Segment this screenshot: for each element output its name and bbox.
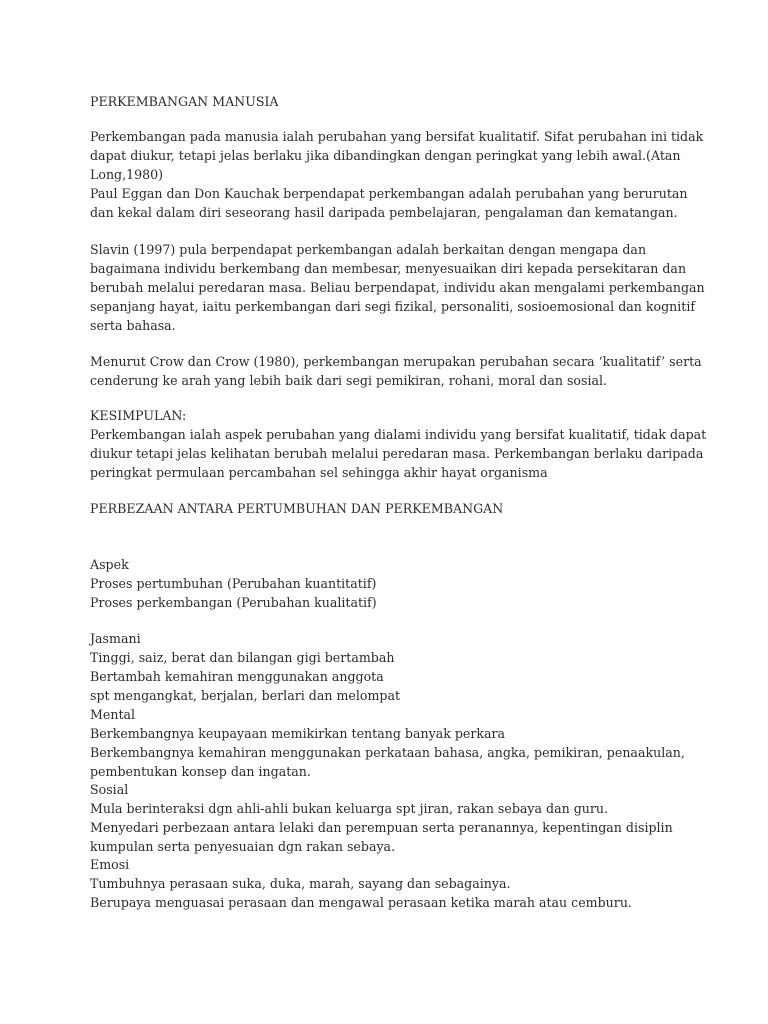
list-line: Tinggi, saiz, berat dan bilangan gigi bertambah bbox=[90, 650, 395, 665]
paragraph-line: cenderung ke arah yang lebih baik dari segi pemikiran, rohani, moral dan sosial. bbox=[90, 373, 608, 388]
list-line: Berkembangnya kemahiran menggunakan perkataan bahasa, angka, pemikiran, penaakulan, bbox=[90, 745, 685, 760]
paragraph-line: Paul Eggan dan Don Kauchak berpendapat perkembangan adalah perubahan yang berurutan bbox=[90, 186, 688, 201]
list-line: Tumbuhnya perasaan suka, duka, marah, sayang dan sebagainya. bbox=[90, 876, 511, 891]
list-line: Berupaya menguasai perasaan dan mengawal perasaan ketika marah atau cemburu. bbox=[90, 895, 632, 910]
list-line: Berkembangnya keupayaan memikirkan tentang banyak perkara bbox=[90, 726, 506, 741]
section-heading: PERBEZAAN ANTARA PERTUMBUHAN DAN PERKEMBANGAN bbox=[90, 501, 504, 516]
list-line: kumpulan serta penyesuaian dgn rakan sebaya. bbox=[90, 839, 396, 854]
paragraph-line: Slavin (1997) pula berpendapat perkembangan adalah berkaitan dengan mengapa dan bbox=[90, 242, 647, 257]
paragraph-line: Perkembangan pada manusia ialah perubahan yang bersifat kualitatif. Sifat perubahan ini tidak bbox=[90, 129, 704, 144]
paragraph-line: dapat diukur, tetapi jelas berlaku jika dibandingkan dengan peringkat yang lebih awal.(Atan bbox=[90, 148, 681, 163]
list-line: Proses perkembangan (Perubahan kualitatif) bbox=[90, 595, 377, 610]
paragraph-line: berubah melalui peredaran masa. Beliau berpendapat, individu akan mengalami perkembangan bbox=[90, 280, 705, 295]
section-heading: KESIMPULAN: bbox=[90, 408, 187, 423]
paragraph-line: Long,1980) bbox=[90, 167, 164, 182]
document-title: PERKEMBANGAN MANUSIA bbox=[90, 94, 279, 109]
list-line: Menyedari perbezaan antara lelaki dan perempuan serta peranannya, kepentingan disiplin bbox=[90, 820, 673, 835]
paragraph-line: Menurut Crow dan Crow (1980), perkembangan merupakan perubahan secara ‘kualitatif’ serta bbox=[90, 354, 702, 369]
aspect-heading: Mental bbox=[90, 707, 136, 722]
aspect-heading: Aspek bbox=[90, 557, 129, 572]
list-line: Mula berinteraksi dgn ahli-ahli bukan keluarga spt jiran, rakan sebaya dan guru. bbox=[90, 801, 609, 816]
paragraph-line: sepanjang hayat, iaitu perkembangan dari segi fizikal, personaliti, sosioemosional dan kognitif bbox=[90, 299, 696, 314]
paragraph-line: dan kekal dalam diri seseorang hasil daripada pembelajaran, pengalaman dan kematangan. bbox=[90, 205, 678, 220]
list-line: pembentukan konsep dan ingatan. bbox=[90, 764, 311, 779]
aspect-heading: Jasmani bbox=[90, 631, 141, 646]
paragraph-line: peringkat permulaan percambahan sel sehingga akhir hayat organisma bbox=[90, 465, 548, 480]
paragraph-line: diukur tetapi jelas kelihatan berubah melalui peredaran masa. Perkembangan berlaku daripada bbox=[90, 446, 704, 461]
paragraph-line: serta bahasa. bbox=[90, 318, 176, 333]
list-line: spt mengangkat, berjalan, berlari dan melompat bbox=[90, 688, 401, 703]
list-line: Bertambah kemahiran menggunakan anggota bbox=[90, 669, 384, 684]
paragraph-line: bagaimana individu berkembang dan membesar, menyesuaikan diri kepada persekitaran dan bbox=[90, 261, 687, 276]
aspect-heading: Sosial bbox=[90, 782, 129, 797]
aspect-heading: Emosi bbox=[90, 857, 130, 872]
list-line: Proses pertumbuhan (Perubahan kuantitatif) bbox=[90, 576, 377, 591]
paragraph-line: Perkembangan ialah aspek perubahan yang dialami individu yang bersifat kualitatif, tidak dapat bbox=[90, 427, 707, 442]
